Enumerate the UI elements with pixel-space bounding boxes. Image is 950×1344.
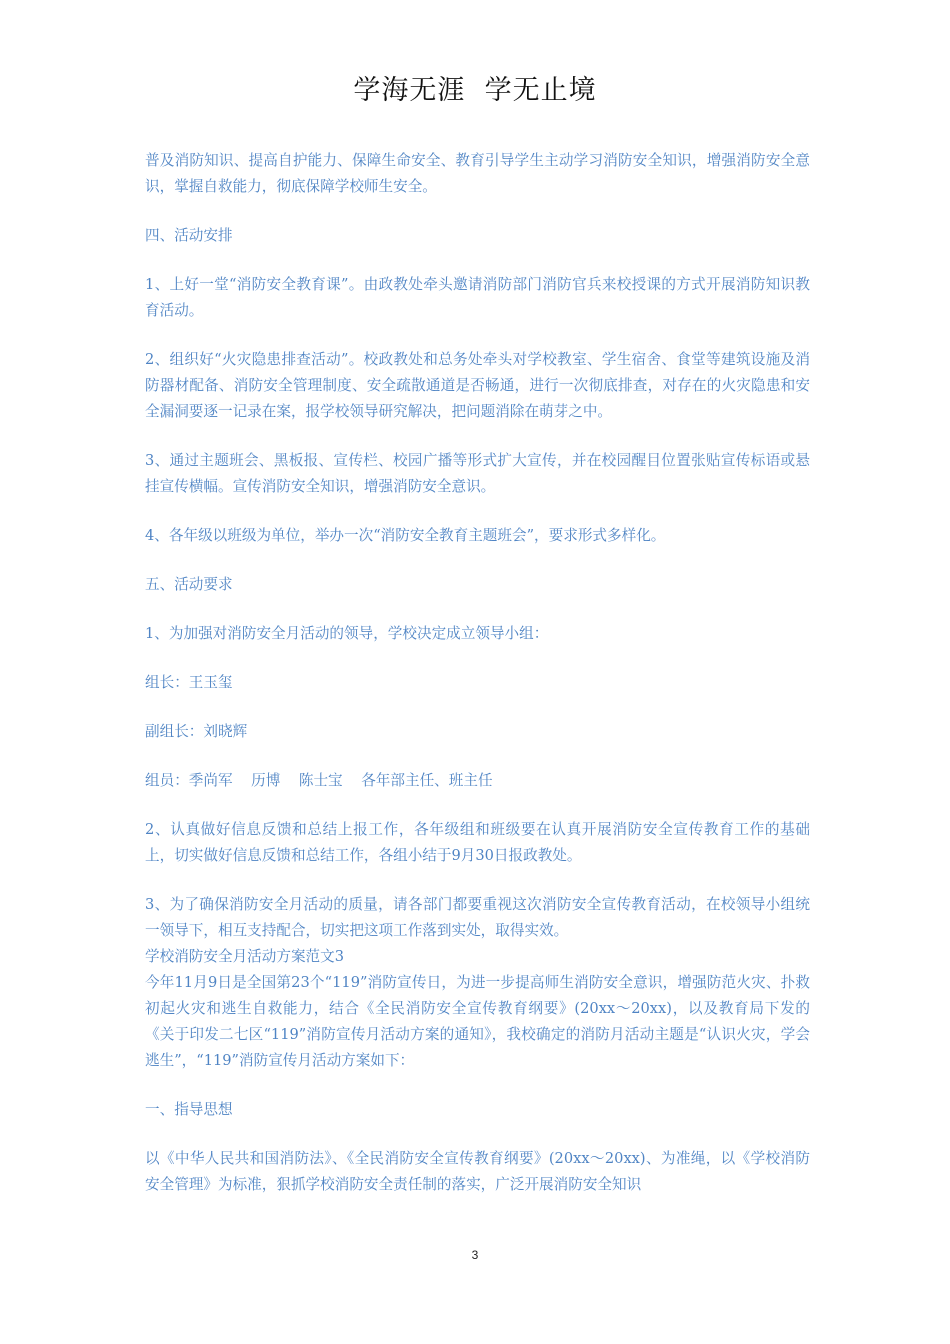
- document-subtitle: 学校消防安全月活动方案范文3: [145, 948, 345, 965]
- paragraph: 2、认真做好信息反馈和总结上报工作，各年级组和班级要在认真开展消防安全宣传教育工作的基础上，切实做好信息反馈和总结工作，各组小结于9月30日报政教处。: [145, 821, 810, 864]
- paragraph: 组长：王玉玺: [145, 674, 233, 691]
- page-number: 3: [471, 1248, 479, 1262]
- paragraph: 普及消防知识、提高自护能力、保障生命安全、教育引导学生主动学习消防安全知识，增强消防安全意识，掌握自救能力，彻底保障学校师生安全。: [145, 152, 810, 195]
- paragraph: 3、通过主题班会、黑板报、宣传栏、校园广播等形式扩大宣传，并在校园醒目位置张贴宣传标语或悬挂宣传横幅。宣传消防安全知识，增强消防安全意识。: [145, 452, 810, 495]
- paragraph: 2、组织好“火灾隐患排查活动”。校政教处和总务处牵头对学校教室、学生宿舍、食堂等建筑设施及消防器材配备、消防安全管理制度、安全疏散通道是否畅通，进行一次彻底排查，对存在的火灾隐患和安全漏洞要逐一记录在案，报学校领导研究解决，把问题消除在萌芽之中。: [145, 351, 810, 420]
- paragraph: 1、为加强对消防安全月活动的领导，学校决定成立领导小组：: [145, 625, 549, 642]
- paragraph: 副组长：刘晓辉: [145, 723, 248, 740]
- section-heading: 四、活动安排: [145, 227, 233, 244]
- paragraph: 4、各年级以班级为单位，举办一次“消防安全教育主题班会”，要求形式多样化。: [145, 527, 666, 544]
- section-heading: 五、活动要求: [145, 576, 233, 593]
- paragraph: 3、为了确保消防安全月活动的质量，请各部门都要重视这次消防安全宣传教育活动，在校领导小组统一领导下，相互支持配合，切实把这项工作落到实处，取得实效。: [145, 896, 810, 939]
- section-heading: 一、指导思想: [145, 1101, 233, 1118]
- paragraph: 1、上好一堂“消防安全教育课”。由政教处牵头邀请消防部门消防官兵来校授课的方式开展消防知识教育活动。: [145, 276, 810, 319]
- paragraph: 组员：季尚军 历博 陈士宝 各年部主任、班主任: [145, 772, 493, 789]
- paragraph: 今年11月9日是全国第23个“119”消防宣传日，为进一步提高师生消防安全意识，增强防范火灾、扑救初起火灾和逃生自救能力，结合《全民消防安全宣传教育纲要》(20xx～20xx)，以及教育局下发的《关于印发二七区“119”消防宣传月活动方案的通知》，我校确定的消防月活动主题是“认识火灾，学会逃生”，“119”消防宣传月活动方案如下：: [145, 974, 810, 1069]
- page-header-title: 学海无涯 学无止境: [353, 75, 597, 106]
- document-body: [145, 148, 810, 1221]
- paragraph: 以《中华人民共和国消防法》、《全民消防安全宣传教育纲要》(20xx～20xx)、为准绳，以《学校消防安全管理》为标准，狠抓学校消防安全责任制的落实，广泛开展消防安全知识: [145, 1150, 810, 1193]
